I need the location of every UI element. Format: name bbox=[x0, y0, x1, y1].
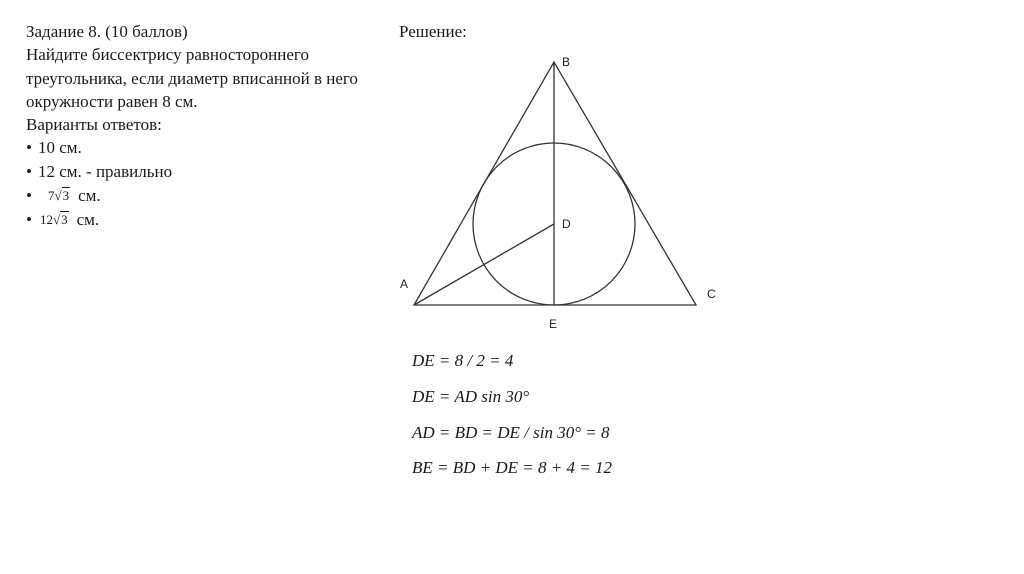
answers-heading: Варианты ответов: bbox=[26, 115, 162, 135]
equation-2: DE = AD sin 30° bbox=[412, 387, 530, 406]
task-question: Найдите биссектрису равностороннего треугольника, если диаметр вписанной в него окружности равен 8 см. bbox=[26, 45, 358, 111]
answer-radicand: 3 bbox=[61, 212, 68, 228]
solution-title: Решение: bbox=[399, 22, 467, 41]
task-title: Задание 8. (10 баллов) bbox=[26, 22, 188, 41]
answer-unit: см. bbox=[76, 209, 100, 229]
answer-radicand: 3 bbox=[62, 188, 70, 204]
triangle-abc bbox=[414, 62, 696, 305]
point-label-a: A bbox=[400, 277, 409, 291]
bullet-icon: • bbox=[26, 138, 32, 158]
bullet-icon: • bbox=[26, 161, 32, 181]
answer-option-text: 10 см. bbox=[38, 138, 82, 158]
point-label-b: B bbox=[562, 55, 571, 69]
equation-3: AD = BD = DE / sin 30° = 8 bbox=[412, 423, 610, 442]
equation-4: BE = BD + DE = 8 + 4 = 12 bbox=[412, 458, 612, 477]
bullet-icon: • bbox=[26, 185, 32, 205]
answer-option-text: 12 см. - правильно bbox=[38, 161, 173, 181]
point-label-e: E bbox=[549, 317, 558, 331]
segment-ad bbox=[414, 224, 554, 305]
sqrt-icon: √3 bbox=[54, 188, 70, 204]
answer-coefficient: 12 bbox=[40, 211, 53, 227]
sqrt-icon: √3 bbox=[53, 212, 68, 228]
equation-1: DE = 8 / 2 = 4 bbox=[412, 351, 514, 370]
bullet-icon: • bbox=[26, 209, 32, 229]
answer-unit: см. bbox=[78, 185, 101, 205]
point-label-c: C bbox=[707, 287, 716, 301]
answer-coefficient: 7 bbox=[48, 187, 55, 203]
point-label-d: D bbox=[562, 217, 571, 231]
